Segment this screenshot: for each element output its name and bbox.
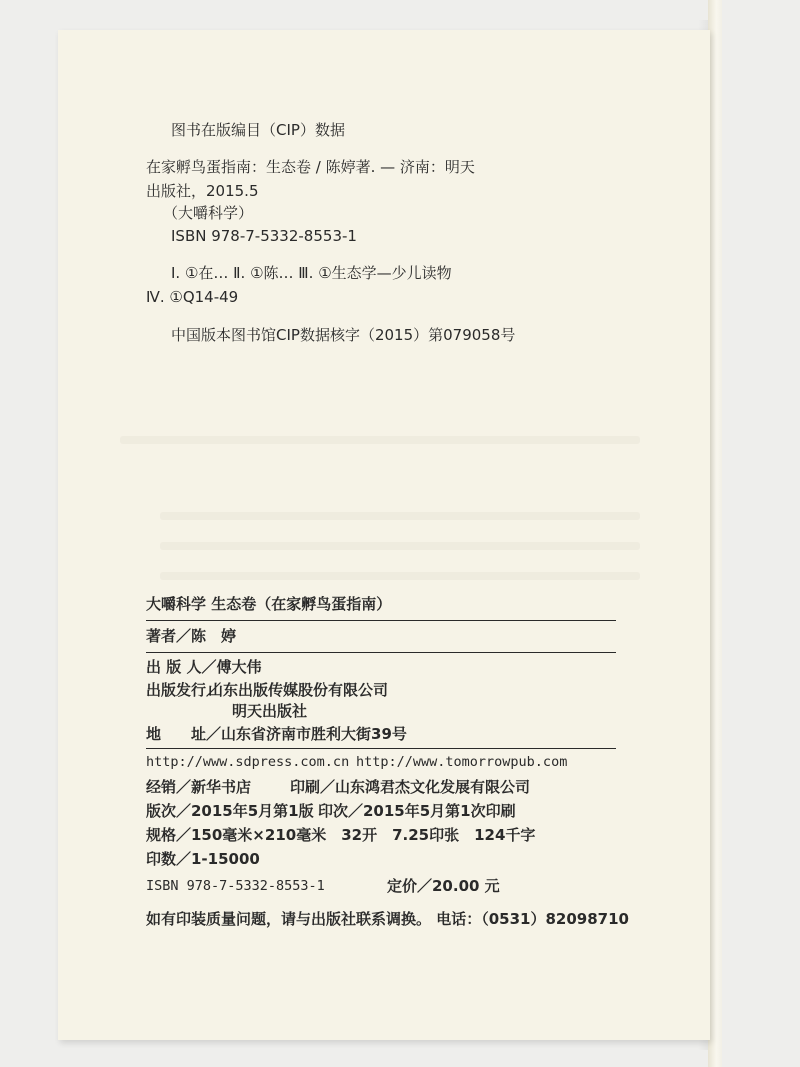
divider <box>146 748 616 749</box>
distributor-2: 明天出版社 <box>232 702 308 720</box>
distributor-label: 出版发行／ <box>146 681 222 699</box>
price: 定价／20.00 元 <box>387 877 500 895</box>
publisher-person: 出 版 人／傅大伟 <box>146 658 262 676</box>
cip-isbn: ISBN 978-7-5332-8553-1 <box>171 227 357 245</box>
url-sdpress: http://www.sdpress.com.cn <box>146 754 350 770</box>
cip-number: 中国版本图书馆CIP数据核字（2015）第079058号 <box>171 326 516 344</box>
seller: 经销／新华书店 <box>146 778 252 796</box>
show-through-line <box>120 436 640 444</box>
author: 著者／陈 婷 <box>146 627 237 645</box>
divider <box>146 652 616 653</box>
cip-class-line2: Ⅳ. ①Q14-49 <box>146 288 239 306</box>
cip-entry-line1: 在家孵鸟蛋指南：生态卷 / 陈婷著. — 济南：明天 <box>146 158 475 176</box>
divider <box>146 620 616 621</box>
quality-notice: 如有印装质量问题，请与出版社联系调换。 电话：（0531）82098710 <box>146 910 629 928</box>
book-edge <box>708 0 722 1067</box>
url-tomorrowpub: http://www.tomorrowpub.com <box>356 754 568 770</box>
specs: 规格／150毫米×210毫米 32开 7.25印张 124千字 <box>146 826 536 844</box>
cip-class-line1: Ⅰ. ①在… Ⅱ. ①陈… Ⅲ. ①生态学—少儿读物 <box>171 264 452 282</box>
isbn: ISBN 978-7-5332-8553-1 <box>146 878 325 894</box>
printer: 印刷／山东鸿君杰文化发展有限公司 <box>290 778 531 796</box>
cip-entry-line2: 出版社，2015.5 <box>146 182 259 200</box>
edition: 版次／2015年5月第1版 <box>146 802 314 820</box>
book-title: 大嚼科学 生态卷（在家孵鸟蛋指南） <box>146 595 392 613</box>
printing: 印次／2015年5月第1次印刷 <box>318 802 516 820</box>
distributor-1: 山东出版传媒股份有限公司 <box>208 681 389 699</box>
print-run: 印数／1-15000 <box>146 850 260 868</box>
show-through-line <box>160 572 640 580</box>
show-through-line <box>160 512 640 520</box>
cip-title: 图书在版编目（CIP）数据 <box>171 121 345 139</box>
cip-series: （大嚼科学） <box>163 204 254 222</box>
show-through-line <box>160 542 640 550</box>
address: 地 址／山东省济南市胜利大街39号 <box>146 725 407 743</box>
